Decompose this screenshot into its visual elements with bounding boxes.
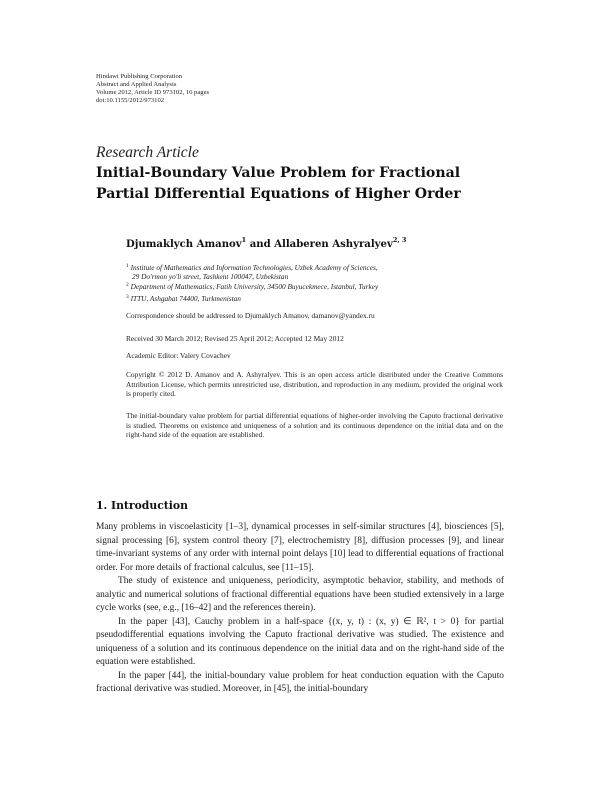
- affiliation-1-line-1: Institute of Mathematics and Information Technologies, Uzbek Academy of Sciences,: [130, 263, 378, 272]
- doi: doi:10.1155/2012/973102: [96, 97, 165, 104]
- author-list: [126, 236, 406, 250]
- publisher: Hindawi Publishing Corporation: [96, 73, 183, 80]
- paragraph-3: In the paper [43], Cauchy problem in a half-space {(x, y, t) : (x, y) ∈ ℝ², t > 0} for partial pseudodifferential equations involving the Caputo fractional derivative was studied. The existence and uniqueness of a solution and its continuous dependence on the initial data and on the right-hand side of the equation were established.: [96, 616, 504, 667]
- affiliation-1-number: 1: [126, 263, 129, 269]
- affiliation-3-line-1: ITTU, Ashgabat 74400, Turkmenistan: [130, 294, 241, 303]
- correspondence: Correspondence should be addressed to Djumaklych Amanov, damanov@yandex.ru: [126, 311, 375, 320]
- author-1-affiliation: 1: [241, 236, 247, 244]
- volume-info: Volume 2012, Article ID 973102, 16 pages: [96, 89, 210, 96]
- affiliation-1-line-2: 29 Do'rmon yo'li street, Tashkent 100047, Uzbekistan: [132, 272, 289, 281]
- paragraph-4: In the paper [44], the initial-boundary value problem for heat conduction equation with the Caputo fractional derivative was studied. Moreover, in [45], the initial-boundary: [96, 670, 504, 694]
- title-line-1: Initial-Boundary Value Problem for Fractional: [96, 165, 461, 181]
- academic-editor: Academic Editor: Valery Covachev: [126, 351, 231, 360]
- affiliation-3: [126, 293, 446, 303]
- article-type: Research Article: [96, 144, 199, 161]
- paragraph-1: Many problems in viscoelasticity [1–3], dynamical processes in self-similar structures [4], biosciences [5], signal processing [6], system control theory [7], electrochemistry [8], diffusion processes [9], and linear time-invariant systems of any order with internal point delays [10] lead to differential equations of fractional order. For more details of fractional calculus, see [11–15].: [96, 522, 504, 573]
- paragraph-2: The study of existence and uniqueness, periodicity, asymptotic behavior, stability, and methods of analytic and numerical solutions of fractional differential equations have been studied extensively in a large cycle works (see, e.g., [16–42] and the references therein).: [96, 576, 504, 613]
- affiliation-3-number: 3: [126, 294, 129, 300]
- paper-title: [96, 163, 536, 204]
- dates: Received 30 March 2012; Revised 25 April 2012; Accepted 12 May 2012: [126, 334, 344, 343]
- abstract: The initial-boundary value problem for partial differential equations of higher-order involving the Caputo fractional derivative is studied. Theorems on existence and uniqueness of a solution and its continuous dependence on the initial data and on the right-hand side of the equation are established.: [126, 411, 503, 440]
- affiliation-1: [126, 262, 446, 281]
- author-conjunction: and: [246, 239, 275, 250]
- journal-name: Abstract and Applied Analysis: [96, 81, 177, 88]
- author-2-affiliation: 2, 3: [392, 236, 407, 244]
- author-2: Allaberen Ashyralyev: [274, 239, 393, 250]
- title-line-2: Partial Differential Equations of Higher Order: [96, 185, 461, 202]
- section-body: [96, 521, 504, 697]
- affiliation-2-line-1: Department of Mathematics, Fatih University, 34500 Buyucekmece, Istanbul, Turkey: [130, 282, 379, 291]
- section-heading: 1. Introduction: [96, 499, 188, 512]
- affiliation-2: [126, 281, 446, 291]
- copyright-notice: Copyright © 2012 D. Amanov and A. Ashyralyev. This is an open access article distributed under the Creative Commons Attribution License, which permits unrestricted use, distribution, and reproduction in any medium, provided the original work is properly cited.: [126, 370, 503, 399]
- author-1: Djumaklych Amanov: [126, 239, 242, 250]
- affiliation-2-number: 2: [126, 282, 129, 288]
